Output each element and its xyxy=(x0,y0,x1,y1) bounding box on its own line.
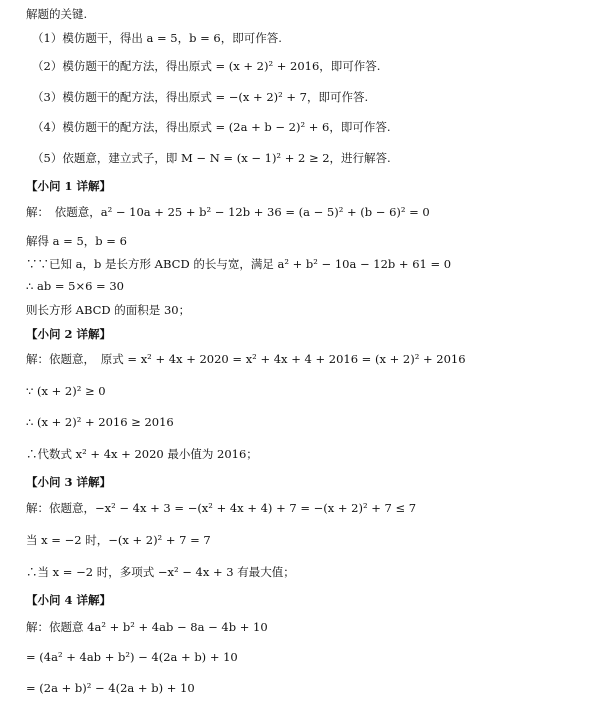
solution-2-line-3: ∴ (x + 2)² + 2016 ≥ 2016 xyxy=(26,415,174,429)
solution-1-line-5: 则长方形 ABCD 的面积是 30； xyxy=(26,303,191,317)
hint-5: （5）依题意，建立式子，即 M − N = (x − 1)² + 2 ≥ 2，进行解答. xyxy=(32,151,391,165)
solution-2-line-1: 解：依题意， 原式 = x² + 4x + 2020 = x² + 4x + 4 + 2016 = (x + 2)² + 2016 xyxy=(26,352,466,366)
solution-3-line-1: 解：依题意，−x² − 4x + 3 = −(x² + 4x + 4) + 7 = −(x + 2)² + 7 ≤ 7 xyxy=(26,501,417,515)
solution-1-line-2: 解得 a = 5，b = 6 xyxy=(26,234,127,248)
solution-4-line-1: 解：依题意 4a² + b² + 4ab − 8a − 4b + 10 xyxy=(26,620,268,634)
section-heading-4: 【小问 4 详解】 xyxy=(26,593,112,607)
intro-line: 解题的关键. xyxy=(26,7,88,21)
solution-1-line-4: ∴ ab = 5×6 = 30 xyxy=(26,279,124,293)
solution-3-line-2: 当 x = −2 时，−(x + 2)² + 7 = 7 xyxy=(26,533,211,547)
solution-3-line-3: ∴当 x = −2 时，多项式 −x² − 4x + 3 有最大值； xyxy=(26,565,295,579)
solution-4-line-2: = (4a² + 4ab + b²) − 4(2a + b) + 10 xyxy=(26,650,238,664)
solution-2-line-2: ∵ (x + 2)² ≥ 0 xyxy=(26,384,106,398)
section-heading-1: 【小问 1 详解】 xyxy=(26,179,112,193)
hint-4: （4）模仿题干的配方法，得出原式 = (2a + b − 2)² + 6，即可作答. xyxy=(32,120,391,134)
section-heading-3: 【小问 3 详解】 xyxy=(26,475,112,489)
hint-2: （2）模仿题干的配方法，得出原式 = (x + 2)² + 2016，即可作答. xyxy=(32,59,381,73)
solution-2-line-4: ∴代数式 x² + 4x + 2020 最小值为 2016； xyxy=(26,447,258,461)
hint-3: （3）模仿题干的配方法，得出原式 = −(x + 2)² + 7，即可作答. xyxy=(32,90,369,104)
solution-1-line-1: 解： 依题意，a² − 10a + 25 + b² − 12b + 36 = (a − 5)² + (b − 6)² = 0 xyxy=(26,205,430,219)
solution-1-line-3: ∵∵已知 a，b 是长方形 ABCD 的长与宽，满足 a² + b² − 10a − 12b + 61 = 0 xyxy=(26,257,452,271)
section-heading-2: 【小问 2 详解】 xyxy=(26,327,112,341)
solution-4-line-3: = (2a + b)² − 4(2a + b) + 10 xyxy=(26,681,195,695)
hint-1: （1）模仿题干，得出 a = 5，b = 6，即可作答. xyxy=(32,31,282,45)
